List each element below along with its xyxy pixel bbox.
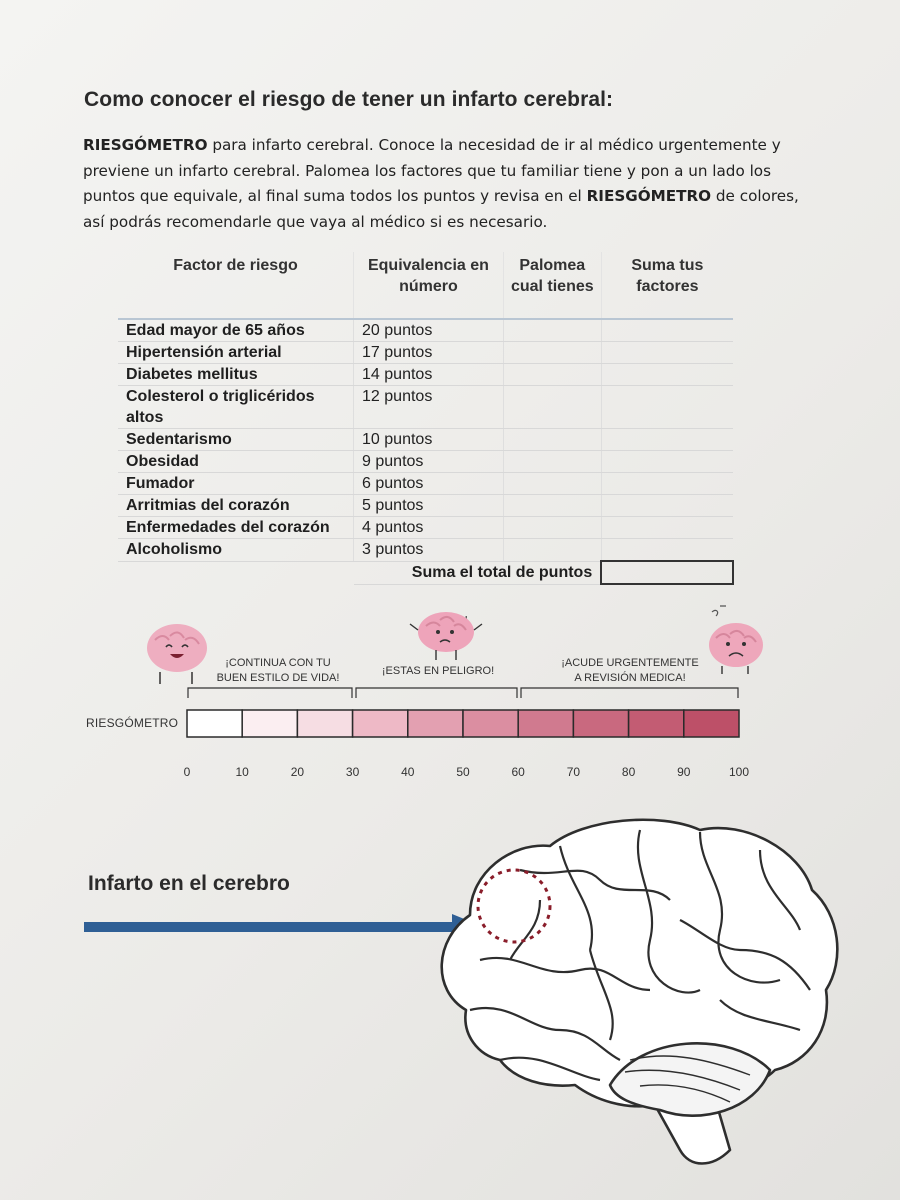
brand-name: RIESGÓMETRO: [83, 136, 208, 154]
factor-cell: Alcoholismo: [118, 539, 354, 562]
factor-cell: Diabetes mellitus: [118, 364, 354, 386]
factor-cell: Enfermedades del corazón: [118, 517, 354, 539]
intro-text-1: para infarto cerebral. Conoce la necesidad de ir al médico urgentemente y previene un infarto cerebral. Palomea los factores que tu familiar tiene y pon a un lado los puntos que equivale, al final suma todos los puntos y revisa en el: [83, 136, 781, 205]
axis-tick-label: 90: [677, 765, 691, 779]
points-cell: 17 puntos: [354, 342, 504, 364]
axis-tick-label: 80: [621, 765, 636, 779]
meter-segment: [518, 710, 573, 737]
bracket-urgent: [521, 688, 738, 698]
axis-tick-label: 100: [728, 765, 750, 779]
meter-segment: [187, 710, 242, 737]
arrow-icon: [84, 914, 484, 940]
zone-healthy-line2: BUEN ESTILO DE VIDA!: [216, 672, 340, 684]
factor-cell: Colesterol o triglicéridos altos: [118, 386, 354, 429]
zone-healthy-line1: ¡CONTINUA CON TU: [225, 657, 331, 669]
axis-tick-label: 40: [401, 765, 415, 779]
factor-cell: Hipertensión arterial: [118, 342, 354, 364]
meter-segment: [353, 710, 408, 737]
header-check: Palomea cual tienes: [503, 252, 601, 319]
meter-segment: [684, 710, 739, 737]
page-title: Como conocer el riesgo de tener un infarto cerebral:: [84, 88, 614, 111]
factor-cell: Sedentarismo: [118, 429, 354, 451]
total-label: Suma el total de puntos: [354, 561, 602, 584]
meter-segment: [573, 710, 628, 737]
riesgometro-bar: [187, 710, 739, 737]
brain-caption: Infarto en el cerebro: [88, 872, 290, 895]
axis-tick-label: 50: [456, 765, 470, 779]
brand-name-2: RIESGÓMETRO: [586, 187, 712, 205]
zone-urgent-line2: A REVISIÓN MEDICA!: [574, 672, 686, 684]
bracket-healthy: [188, 688, 352, 698]
factor-cell: Fumador: [118, 473, 354, 495]
meter-segment: [629, 710, 684, 737]
axis-tick-label: 0: [183, 765, 191, 779]
points-cell: 12 puntos: [354, 386, 504, 429]
intro-text-2: de colores, así podrás recomendarle que vaya al médico si es necesario.: [83, 187, 799, 231]
points-cell: 5 puntos: [354, 495, 504, 517]
zone-urgent-line1: ¡ACUDE URGENTEMENTE: [561, 657, 699, 669]
meter-segment: [463, 710, 518, 737]
factor-cell: Edad mayor de 65 años: [118, 319, 354, 342]
header-equivalence: Equivalencia en número: [354, 252, 504, 319]
points-cell: 14 puntos: [354, 364, 504, 386]
sad-brain-icon: [709, 606, 763, 674]
points-cell: 10 puntos: [354, 429, 504, 451]
factor-cell: Arritmias del corazón: [118, 495, 354, 517]
header-sum: Suma tus factores: [601, 252, 733, 319]
axis-tick-label: 70: [566, 765, 581, 779]
header-factor: Factor de riesgo: [118, 252, 354, 319]
axis-tick-label: 60: [511, 765, 525, 779]
axis-tick-label: 10: [235, 765, 249, 779]
axis-tick-label: 30: [345, 765, 360, 779]
zone-danger-line1: ¡ESTAS EN PELIGRO!: [381, 665, 495, 677]
bracket-danger: [356, 688, 517, 698]
riesgometro-label: RIESGÓMETRO: [86, 716, 179, 730]
points-cell: 4 puntos: [354, 517, 504, 539]
points-cell: 9 puntos: [354, 451, 504, 473]
zone-brackets: [188, 688, 738, 698]
points-cell: 3 puntos: [354, 539, 504, 562]
points-cell: 20 puntos: [354, 319, 504, 342]
brain-illustration-icon: [442, 820, 838, 1164]
points-cell: 6 puntos: [354, 473, 504, 495]
meter-segment: [297, 710, 352, 737]
happy-brain-icon: [147, 624, 207, 684]
factor-cell: Obesidad: [118, 451, 354, 473]
axis-tick-label: 20: [290, 765, 305, 779]
meter-segment: [242, 710, 297, 737]
meter-segment: [408, 710, 463, 737]
